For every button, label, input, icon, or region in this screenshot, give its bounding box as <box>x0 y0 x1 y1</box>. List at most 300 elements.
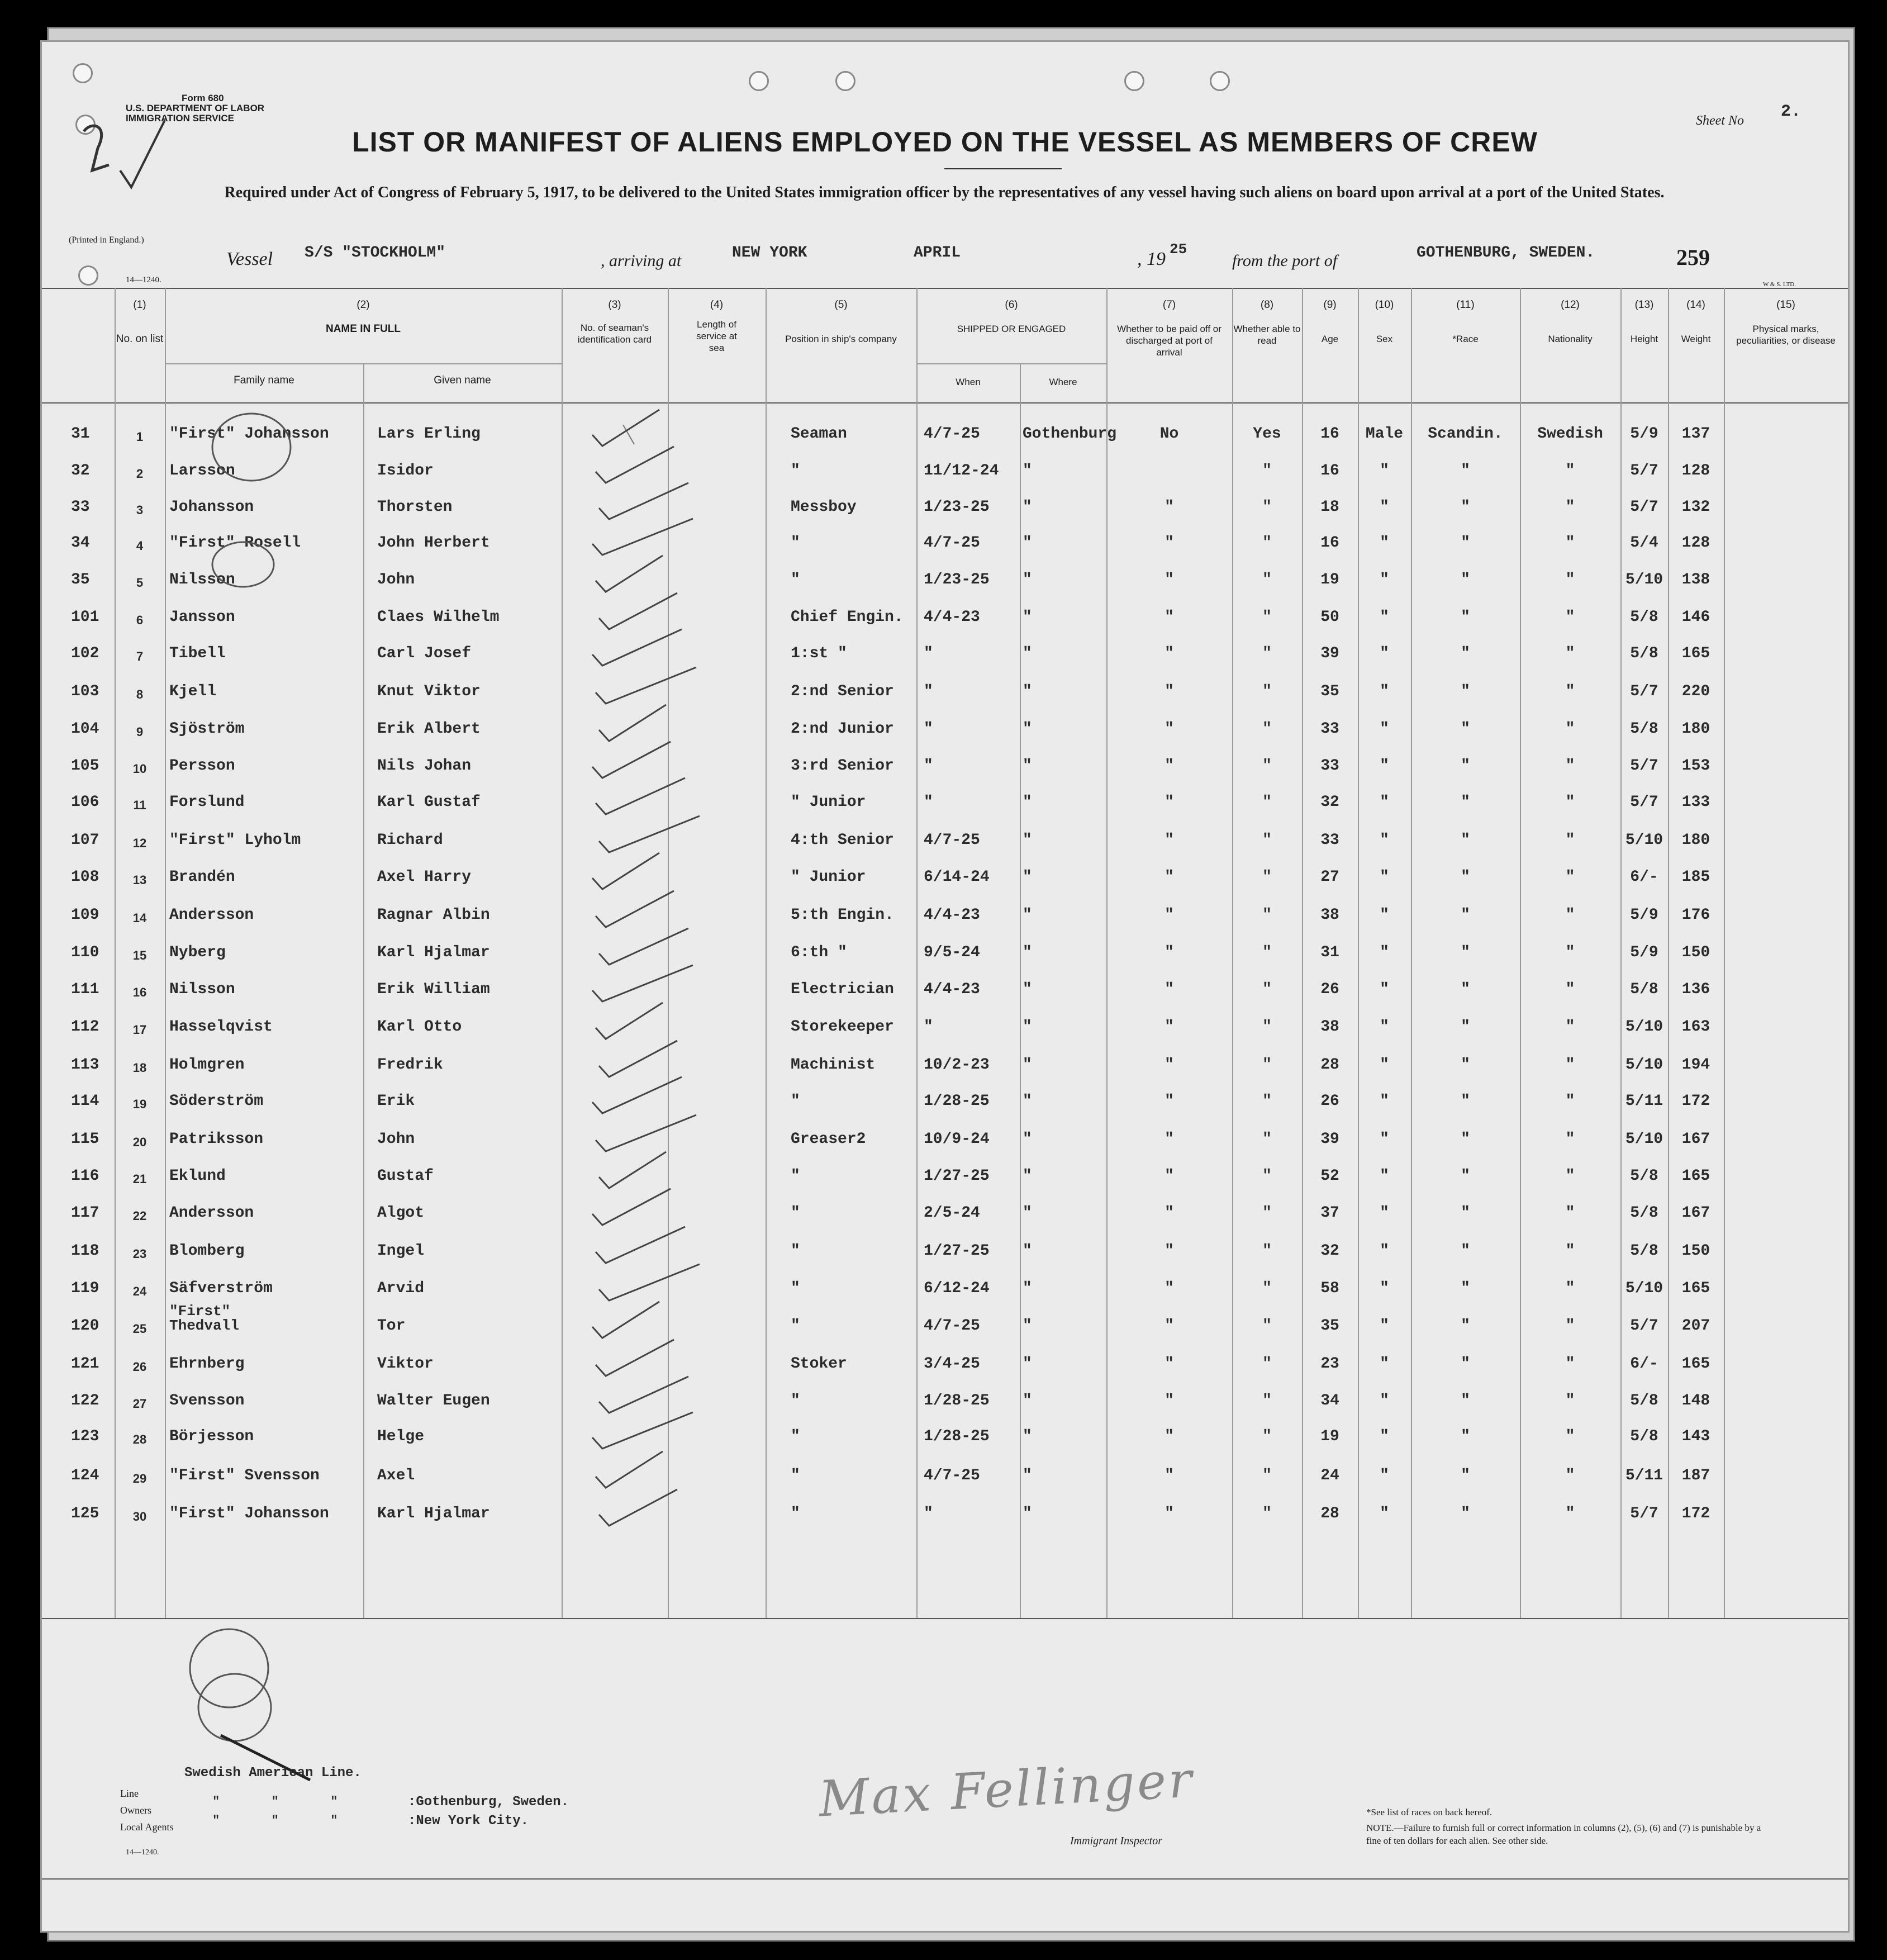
nationality: " <box>1565 609 1575 626</box>
shipped-where: " <box>1023 645 1032 662</box>
height: 5/7 <box>1630 1505 1658 1522</box>
races-note: *See list of races on back hereof. <box>1366 1807 1493 1817</box>
hand-number: 109 <box>71 907 99 924</box>
race: " <box>1461 462 1470 480</box>
able-to-read: " <box>1262 609 1272 626</box>
checkmark-icon <box>599 1489 677 1526</box>
race: " <box>1461 1131 1470 1148</box>
race: " <box>1461 1392 1470 1410</box>
list-number: 27 <box>132 1397 147 1411</box>
family-name: Tibell <box>169 645 226 662</box>
paid-off: " <box>1164 1505 1174 1522</box>
race: " <box>1461 907 1470 924</box>
weight: 167 <box>1681 1204 1710 1222</box>
height: 5/8 <box>1630 720 1658 738</box>
footer-rule <box>42 1878 1848 1880</box>
family-name: Nilsson <box>169 981 235 998</box>
sex: " <box>1380 499 1389 516</box>
position: 2:nd Senior <box>791 683 894 700</box>
checkmark-icon <box>596 447 674 483</box>
paid-off: " <box>1164 1093 1174 1110</box>
hand-number: 121 <box>71 1355 99 1373</box>
hand-number: 117 <box>71 1204 99 1222</box>
hand-number: 32 <box>71 462 90 480</box>
position: Messboy <box>791 499 857 516</box>
family-name-header: Family name <box>234 374 294 386</box>
given-name: John <box>377 571 415 589</box>
given-name: Ragnar Albin <box>377 907 490 924</box>
family-name: "First" Svensson <box>169 1467 320 1484</box>
family-name: Eklund <box>169 1168 226 1185</box>
shipped-when: " <box>924 1505 933 1522</box>
shipped-when: 1/27-25 <box>924 1242 990 1260</box>
col5-header: (5) Position in ship's company <box>785 299 897 344</box>
service: IMMIGRATION SERVICE <box>126 113 234 124</box>
nationality: " <box>1565 462 1575 480</box>
given-name: Axel <box>377 1467 415 1484</box>
nationality: " <box>1565 683 1575 700</box>
arrival-month: APRIL <box>914 244 961 262</box>
weight: 150 <box>1681 1242 1710 1260</box>
shipped-where: " <box>1023 1428 1032 1445</box>
from-label: from the port of <box>1232 251 1338 270</box>
checkmark-icon <box>596 1003 663 1039</box>
age: 28 <box>1320 1505 1339 1522</box>
able-to-read: " <box>1262 1018 1272 1036</box>
shipped-where: " <box>1023 1204 1032 1222</box>
height: 5/7 <box>1630 462 1658 480</box>
checkmark-icon <box>599 1152 666 1188</box>
shipped-when: 4/4-23 <box>924 609 980 626</box>
weight: 165 <box>1681 1280 1710 1297</box>
hand-number: 125 <box>71 1505 99 1522</box>
sex: " <box>1380 1280 1389 1297</box>
age: 52 <box>1320 1168 1339 1185</box>
hand-number: 35 <box>71 571 90 589</box>
position: " <box>791 1204 800 1222</box>
departure-port: GOTHENBURG, SWEDEN. <box>1417 244 1595 262</box>
nationality: " <box>1565 1204 1575 1222</box>
given-name: John <box>377 1131 415 1148</box>
nationality: " <box>1565 869 1575 886</box>
sex: " <box>1380 832 1389 849</box>
able-to-read: " <box>1262 1204 1272 1222</box>
shipped-when: " <box>924 720 933 738</box>
race: " <box>1461 1428 1470 1445</box>
shipped-when: " <box>924 645 933 662</box>
weight: 180 <box>1681 832 1710 849</box>
list-number: 30 <box>132 1510 147 1524</box>
circle-mark <box>190 1629 268 1707</box>
family-name: "First" Johansson <box>169 425 329 443</box>
hand-number: 105 <box>71 757 99 775</box>
checkmark-icon <box>599 816 700 852</box>
checkmark-icon <box>592 853 659 889</box>
col11-header: (11) *Race <box>1452 299 1479 344</box>
race: " <box>1461 832 1470 849</box>
list-number: 29 <box>132 1472 147 1486</box>
able-to-read: " <box>1262 1093 1272 1110</box>
paid-off: " <box>1164 645 1174 662</box>
able-to-read: " <box>1262 1428 1272 1445</box>
family-name: Sjöström <box>169 720 245 738</box>
race: " <box>1461 1317 1470 1335</box>
col12-header: (12) Nationality <box>1548 299 1593 344</box>
family-name: Andersson <box>169 907 254 924</box>
position: " <box>791 1467 800 1484</box>
hand-number: 113 <box>71 1056 99 1074</box>
sex: " <box>1380 757 1389 775</box>
height: 5/4 <box>1630 534 1658 552</box>
weight: 133 <box>1681 794 1710 811</box>
race: " <box>1461 1093 1470 1110</box>
position: " Junior <box>791 794 866 811</box>
race: " <box>1461 1168 1470 1185</box>
paid-off: " <box>1164 499 1174 516</box>
family-name: Brandén <box>169 869 235 886</box>
agents-label: Local Agents <box>120 1821 174 1833</box>
arriving-label: , arriving at <box>601 251 682 270</box>
manifest-sheet <box>40 40 1850 1933</box>
weight: 163 <box>1681 1018 1710 1036</box>
given-name: Karl Hjalmar <box>377 944 490 961</box>
shipped-when: 2/5-24 <box>924 1204 980 1222</box>
nationality: " <box>1565 1355 1575 1373</box>
shipped-where: " <box>1023 1168 1032 1185</box>
able-to-read: " <box>1262 907 1272 924</box>
list-number: 26 <box>132 1360 147 1374</box>
nationality: " <box>1565 1467 1575 1484</box>
shipped-when: 4/7-25 <box>924 534 980 552</box>
weight: 153 <box>1681 757 1710 775</box>
weight: 172 <box>1681 1093 1710 1110</box>
checkmark-icon <box>596 1340 674 1376</box>
given-name: Carl Josef <box>377 645 472 662</box>
list-number: 9 <box>136 725 144 739</box>
shipped-when: 9/5-24 <box>924 944 980 961</box>
age: 19 <box>1320 571 1339 589</box>
given-name: Knut Viktor <box>377 683 481 700</box>
paid-off: " <box>1164 1242 1174 1260</box>
paid-off: " <box>1164 1428 1174 1445</box>
shipped-where: " <box>1023 907 1032 924</box>
sex: " <box>1380 534 1389 552</box>
hand-number: 103 <box>71 683 99 700</box>
nationality: " <box>1565 1317 1575 1335</box>
checkmark-icon <box>599 1264 700 1301</box>
age: 39 <box>1320 645 1339 662</box>
hand-number: 119 <box>71 1280 99 1297</box>
sheet-number: 2. <box>1781 102 1802 121</box>
shipped-where: " <box>1023 571 1032 589</box>
given-name: Isidor <box>377 462 434 480</box>
given-name: Helge <box>377 1428 425 1445</box>
hand-number: 124 <box>71 1467 99 1484</box>
sex: " <box>1380 1505 1389 1522</box>
able-to-read: " <box>1262 1317 1272 1335</box>
able-to-read: " <box>1262 1467 1272 1484</box>
sex: " <box>1380 1056 1389 1074</box>
height: 5/11 <box>1625 1093 1663 1110</box>
nationality: " <box>1565 1018 1575 1036</box>
family-name: Forslund <box>169 794 245 811</box>
height: 5/8 <box>1630 1428 1658 1445</box>
shipped-when: 3/4-25 <box>924 1355 980 1373</box>
paid-off: " <box>1164 683 1174 700</box>
shipped-when: " <box>924 757 933 775</box>
paid-off: " <box>1164 869 1174 886</box>
list-number: 10 <box>132 762 147 776</box>
circle-mark <box>212 414 291 481</box>
shipped-where: " <box>1023 534 1032 552</box>
hand-number: 122 <box>71 1392 99 1410</box>
list-number: 6 <box>136 613 144 627</box>
family-name: Börjesson <box>169 1428 254 1445</box>
shipped-when: 1/28-25 <box>924 1392 990 1410</box>
shipped-where: Gothenburg <box>1023 425 1117 443</box>
where-header: Where <box>1049 377 1077 387</box>
hand-number: 116 <box>71 1168 99 1185</box>
nationality: " <box>1565 1505 1575 1522</box>
shipped-where: " <box>1023 981 1032 998</box>
checkmark-icon <box>596 891 674 927</box>
checkmark-icon <box>596 778 685 814</box>
sex: " <box>1380 462 1389 480</box>
col7-header: (7) Whether to be paid off or discharged at port of arrival <box>1117 299 1221 358</box>
col4-header: (4) Length of service at sea <box>696 299 737 353</box>
height: 5/10 <box>1625 1018 1663 1036</box>
list-number: 7 <box>136 649 144 663</box>
shipped-when: 1/27-25 <box>924 1168 990 1185</box>
position: 4:th Senior <box>791 832 894 849</box>
position: " <box>791 1280 800 1297</box>
age: 18 <box>1320 499 1339 516</box>
given-name: Nils Johan <box>377 757 472 775</box>
given-name: Algot <box>377 1204 425 1222</box>
list-number: 23 <box>132 1247 147 1261</box>
able-to-read: Yes <box>1253 425 1281 443</box>
list-number: 22 <box>132 1209 147 1223</box>
age: 31 <box>1320 944 1339 961</box>
line-value: Swedish American Line. <box>184 1766 362 1781</box>
height: 5/9 <box>1630 944 1658 961</box>
checkmark-icon <box>592 410 659 446</box>
sex: " <box>1380 1467 1389 1484</box>
paid-off: " <box>1164 1131 1174 1148</box>
list-number: 25 <box>132 1322 147 1336</box>
able-to-read: " <box>1262 1056 1272 1074</box>
height: 5/7 <box>1630 794 1658 811</box>
shipped-when: 4/7-25 <box>924 1317 980 1335</box>
family-name: "First" Rosell <box>169 534 301 552</box>
able-to-read: " <box>1262 1131 1272 1148</box>
checkmark-icon <box>592 1077 682 1113</box>
sex: " <box>1380 981 1389 998</box>
position: Electrician <box>791 981 894 998</box>
family-name: Jansson <box>169 609 235 626</box>
age: 33 <box>1320 720 1339 738</box>
given-name: Erik William <box>377 981 490 998</box>
position: " <box>791 534 800 552</box>
race: " <box>1461 794 1470 811</box>
hand-number: 104 <box>71 720 99 738</box>
given-name: Fredrik <box>377 1056 443 1074</box>
race: " <box>1461 1467 1470 1484</box>
paid-off: " <box>1164 1317 1174 1335</box>
owners-ditto: " " " <box>212 1795 338 1809</box>
sex: Male <box>1365 425 1404 443</box>
col9-header: (9) Age <box>1321 299 1339 344</box>
weight: 176 <box>1681 907 1710 924</box>
shipped-when: " <box>924 683 933 700</box>
checkmark-icon <box>592 1302 659 1338</box>
col13-header: (13) Height <box>1630 299 1658 344</box>
race: " <box>1461 1280 1470 1297</box>
list-number: 19 <box>132 1097 147 1111</box>
col1-header: (1) No. on list <box>116 299 164 345</box>
race: " <box>1461 944 1470 961</box>
position: Storekeeper <box>791 1018 894 1036</box>
nationality: " <box>1565 1428 1575 1445</box>
able-to-read: " <box>1262 1505 1272 1522</box>
position: 2:nd Junior <box>791 720 894 738</box>
able-to-read: " <box>1262 869 1272 886</box>
age: 16 <box>1320 425 1339 443</box>
sex: " <box>1380 1018 1389 1036</box>
list-number: 8 <box>136 687 144 701</box>
checkmark-icon <box>592 965 693 1002</box>
hand-number: 120 <box>71 1317 99 1335</box>
hand-number: 34 <box>71 534 90 552</box>
sex: " <box>1380 1392 1389 1410</box>
shipped-when: " <box>924 1018 933 1036</box>
sex: " <box>1380 1317 1389 1335</box>
height: 5/8 <box>1630 1204 1658 1222</box>
list-number: 14 <box>132 911 147 925</box>
position: Chief Engin. <box>791 609 904 626</box>
weight: 128 <box>1681 534 1710 552</box>
race: " <box>1461 869 1470 886</box>
family-name: Kjell <box>169 683 217 700</box>
inspector-label: Immigrant Inspector <box>1070 1835 1162 1847</box>
paid-off: " <box>1164 757 1174 775</box>
nationality: Swedish <box>1537 425 1603 443</box>
age: 32 <box>1320 794 1339 811</box>
manifest-subtitle: Required under Act of Congress of February 5, 1917, to be delivered to the United States immigration officer by the representatives of any vessel having such aliens on board upon arrival at a port of the United States. <box>224 184 1665 201</box>
hand-number: 107 <box>71 832 99 849</box>
list-number: 21 <box>132 1172 147 1186</box>
hand-number: 111 <box>71 981 99 998</box>
able-to-read: " <box>1262 1168 1272 1185</box>
shipped-where: " <box>1023 1056 1032 1074</box>
checkmark-icon <box>596 1451 663 1488</box>
race: " <box>1461 499 1470 516</box>
nationality: " <box>1565 981 1575 998</box>
shipped-where: " <box>1023 1018 1032 1036</box>
age: 38 <box>1320 907 1339 924</box>
given-name: Karl Gustaf <box>377 794 481 811</box>
able-to-read: " <box>1262 534 1272 552</box>
height: 5/8 <box>1630 1392 1658 1410</box>
manifest-title: LIST OR MANIFEST OF ALIENS EMPLOYED ON THE VESSEL AS MEMBERS OF CREW <box>352 126 1538 158</box>
able-to-read: " <box>1262 1242 1272 1260</box>
paid-off: " <box>1164 1056 1174 1074</box>
position: Greaser2 <box>791 1131 866 1148</box>
age: 16 <box>1320 534 1339 552</box>
shipped-when: 4/4-23 <box>924 907 980 924</box>
shipped-when: 1/23-25 <box>924 571 990 589</box>
hand-number: 114 <box>71 1093 99 1110</box>
given-name: Tor <box>377 1317 406 1335</box>
family-name: Säfverström <box>169 1280 273 1297</box>
sex: " <box>1380 720 1389 738</box>
age: 35 <box>1320 1317 1339 1335</box>
paid-off: " <box>1164 534 1174 552</box>
position: " <box>791 571 800 589</box>
list-number: 16 <box>132 985 147 999</box>
sex: " <box>1380 869 1389 886</box>
shipped-when: 6/14-24 <box>924 869 990 886</box>
nationality: " <box>1565 832 1575 849</box>
age: 16 <box>1320 462 1339 480</box>
able-to-read: " <box>1262 832 1272 849</box>
nationality: " <box>1565 1093 1575 1110</box>
sex: " <box>1380 683 1389 700</box>
list-number: 20 <box>132 1135 147 1149</box>
weight: 165 <box>1681 645 1710 662</box>
position: " <box>791 1505 800 1522</box>
shipped-where: " <box>1023 1467 1032 1484</box>
age: 28 <box>1320 1056 1339 1074</box>
sheet-label: Sheet No <box>1696 113 1744 128</box>
shipped-when: 1/28-25 <box>924 1093 990 1110</box>
given-name: Lars Erling <box>377 425 481 443</box>
checkmark-icon <box>592 1189 671 1225</box>
shipped-when: 4/4-23 <box>924 981 980 998</box>
owners-value: :Gothenburg, Sweden. <box>408 1795 569 1810</box>
hand-number: 31 <box>71 425 90 443</box>
paid-off: " <box>1164 1392 1174 1410</box>
nationality: " <box>1565 1168 1575 1185</box>
weight: 128 <box>1681 462 1710 480</box>
age: 39 <box>1320 1131 1339 1148</box>
nationality: " <box>1565 499 1575 516</box>
vessel-name: S/S "STOCKHOLM" <box>305 244 446 262</box>
position: " Junior <box>791 869 866 886</box>
list-number: 24 <box>132 1284 147 1298</box>
weight: 138 <box>1681 571 1710 589</box>
position: 6:th " <box>791 944 847 961</box>
shipped-when: 4/7-25 <box>924 425 980 443</box>
paid-off: " <box>1164 1204 1174 1222</box>
age: 33 <box>1320 832 1339 849</box>
penalty-note: NOTE.—Failure to furnish full or correct information in columns (2), (5), (6) and (7) is punishable by a fine of ten dollars for each alien. See other side. <box>1366 1823 1761 1846</box>
shipped-where: " <box>1023 499 1032 516</box>
shipped-where: " <box>1023 944 1032 961</box>
able-to-read: " <box>1262 794 1272 811</box>
height: 5/10 <box>1625 1056 1663 1074</box>
weight: 137 <box>1681 425 1710 443</box>
nationality: " <box>1565 1392 1575 1410</box>
sex: " <box>1380 794 1389 811</box>
paid-off: " <box>1164 1168 1174 1185</box>
nationality: " <box>1565 720 1575 738</box>
shipped-when: 1/23-25 <box>924 499 990 516</box>
height: 5/8 <box>1630 1168 1658 1185</box>
sex: " <box>1380 944 1389 961</box>
height: 5/7 <box>1630 499 1658 516</box>
nationality: " <box>1565 534 1575 552</box>
